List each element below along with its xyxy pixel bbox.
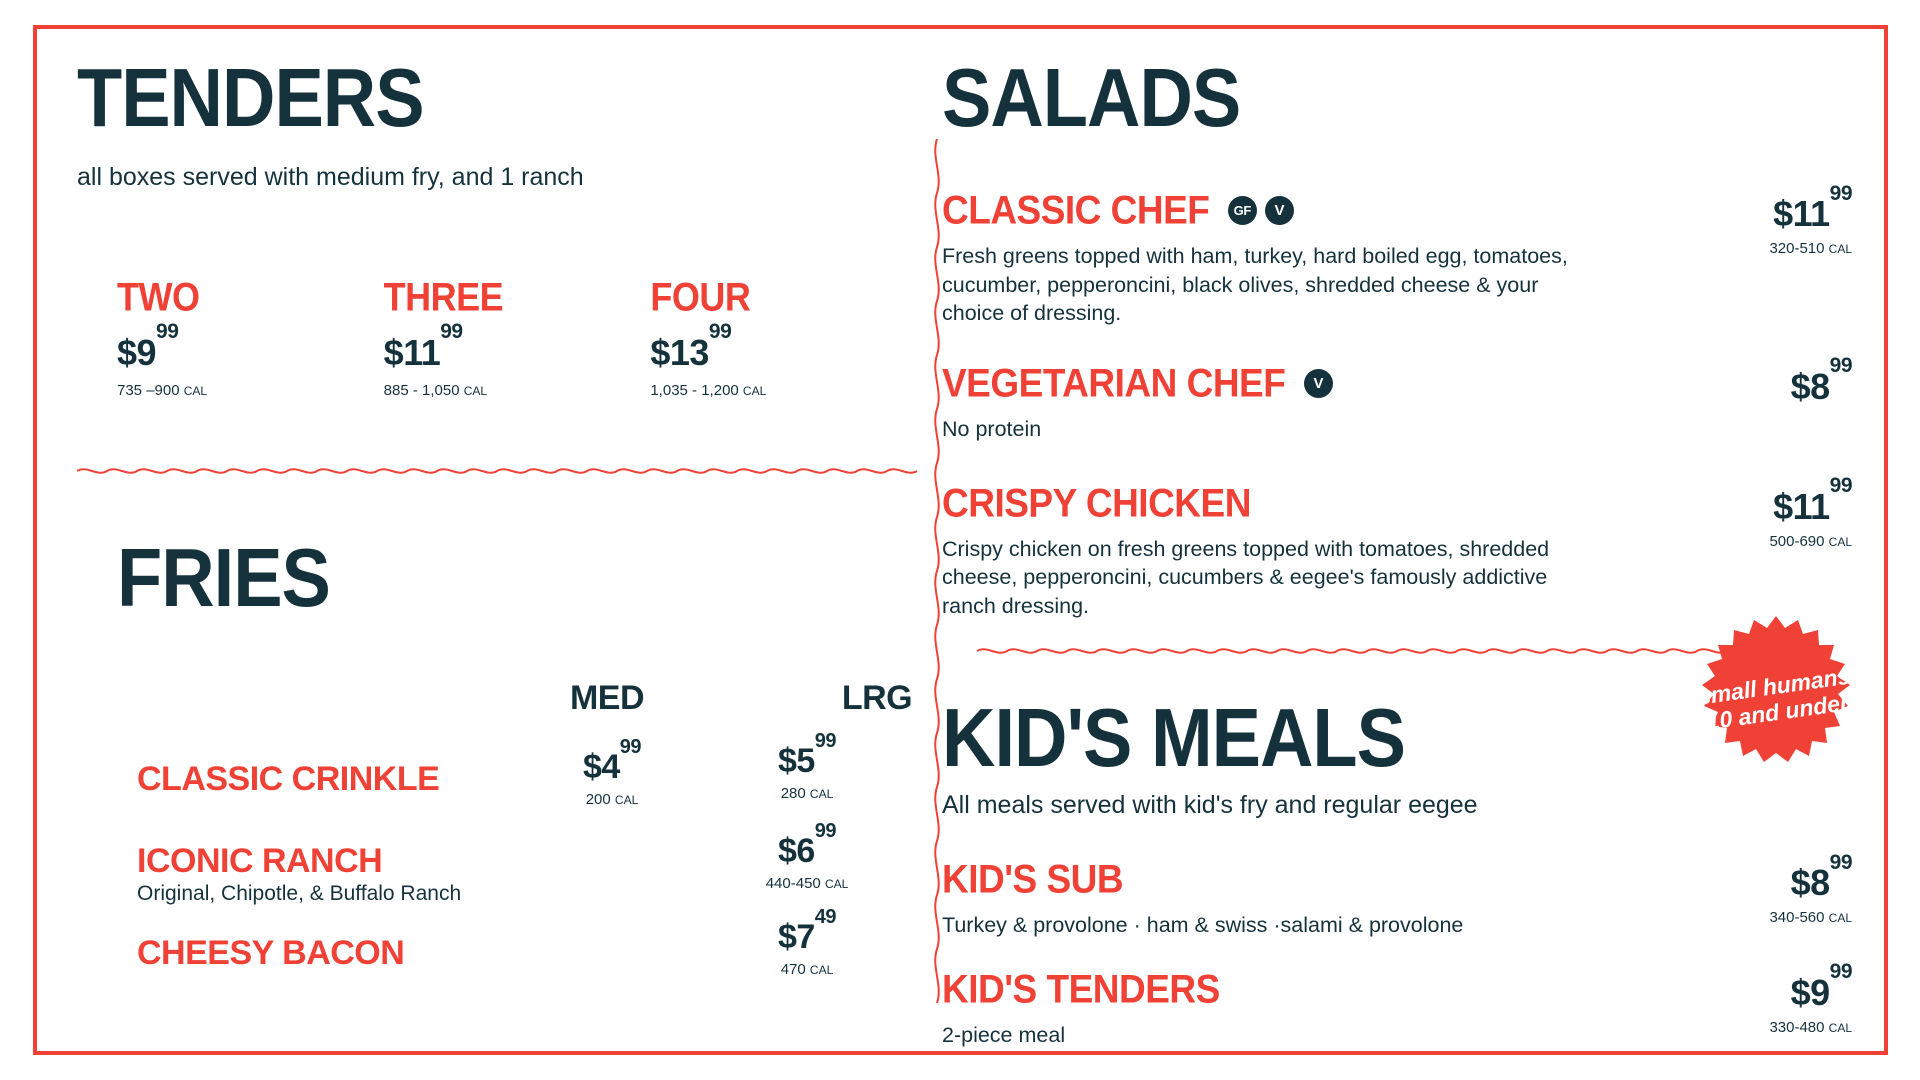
fries-items	[117, 729, 937, 1000]
tenders-option-four[interactable]	[650, 274, 917, 399]
kids-item-name: KID'S SUB	[942, 856, 1124, 902]
fries-section	[117, 531, 937, 978]
fries-item-price-lrg: $\$7^{49}$ 470 CAL	[777, 905, 837, 978]
left-column	[77, 51, 922, 1019]
gluten-free-icon: GF	[1228, 196, 1257, 225]
salad-item-badges	[1304, 369, 1333, 398]
salad-item-price: $\$8^{99}$	[1790, 354, 1852, 408]
tenders-options	[117, 274, 917, 399]
tenders-option-three[interactable]	[384, 274, 651, 399]
kids-item-price: $\$8^{99}$ 340-560 CAL	[1769, 850, 1852, 927]
fries-item[interactable]	[117, 819, 937, 918]
tenders-option-name: THREE	[383, 274, 504, 320]
small-humans-badge-text: small humans 10 and under	[1696, 662, 1852, 735]
salad-item-name: VEGETARIAN CHEF	[942, 360, 1286, 405]
salad-item-price: $\$11^{99}$ 500-690 CAL	[1769, 474, 1852, 550]
tenders-option-calories: 885 - 1,050 CAL	[383, 382, 488, 399]
fries-column-lrg: LRG	[841, 679, 913, 717]
kids-subtitle: All meals served with kid's fry and regular eegee	[942, 791, 1478, 820]
kids-items	[942, 850, 1852, 1049]
fries-section-title: FRIES	[117, 531, 330, 625]
salads-section-title: SALADS	[942, 51, 1241, 145]
fries-size-headers	[547, 679, 937, 718]
tenders-option-calories: 1,035 - 1,200 CAL	[650, 382, 767, 399]
menu-board	[33, 25, 1888, 1055]
salad-item-crispy-chicken[interactable]	[942, 474, 1852, 621]
tenders-option-name: FOUR	[650, 274, 751, 320]
tenders-option-calories: 735 –900 CAL	[117, 382, 208, 399]
kids-section-title: KID'S MEALS	[942, 691, 1405, 785]
vegetarian-icon: V	[1304, 369, 1333, 398]
vegetarian-icon: V	[1265, 196, 1294, 225]
fries-item-price-lrg: $\$5^{99}$ 280 CAL	[777, 729, 837, 802]
salad-item-description: Fresh greens topped with ham, turkey, hard boiled egg, tomatoes, cucumber, pepperoncini, black olives, shredded cheese & your choice of dressing.	[942, 244, 1568, 326]
tenders-option-name: TWO	[117, 274, 200, 320]
kids-item-name: KID'S TENDERS	[942, 966, 1220, 1011]
salad-item-description: Crispy chicken on fresh greens topped with tomatoes, shredded cheese, pepperoncini, cucumbers & eegee's famously addictive ranch dressing.	[942, 536, 1550, 618]
tenders-subtitle: all boxes served with medium fry, and 1 ranch	[77, 163, 584, 192]
salad-item-name: CRISPY CHICKEN	[942, 480, 1251, 525]
tenders-option-two[interactable]	[117, 274, 384, 399]
fries-item-price-med: $\$4^{99}$ 200 CAL	[582, 735, 642, 808]
salad-item-vegetarian-chef[interactable]	[942, 354, 1852, 444]
salad-item-price: $\$11^{99}$ 320-510 CAL	[1769, 181, 1852, 258]
salad-item-description: No protein	[942, 417, 1042, 442]
kids-item-description: Turkey & provolone · ham & swiss ·salami & provolone	[942, 913, 1464, 938]
kids-item-description: 2-piece meal	[942, 1022, 1066, 1047]
tenders-option-price: $\$13^{99}$	[650, 320, 732, 373]
fries-item-description: Original, Chipotle, & Buffalo Ranch	[137, 882, 462, 905]
tenders-section-title: TENDERS	[77, 51, 424, 145]
fries-item[interactable]	[117, 729, 937, 836]
kids-item-sub[interactable]	[942, 850, 1852, 940]
tenders-option-price: $\$9^{99}$	[117, 320, 179, 373]
fries-column-med: MED	[569, 679, 645, 717]
right-column	[942, 51, 1852, 1047]
kids-item-price: $\$9^{99}$ 330-480 CAL	[1769, 960, 1852, 1036]
tenders-option-price: $\$11^{99}$	[383, 320, 463, 373]
salad-item-name: CLASSIC CHEF	[942, 187, 1210, 233]
fries-item-name: CLASSIC CRINKLE	[137, 760, 440, 798]
salad-item-badges	[1228, 196, 1294, 225]
salad-item-classic-chef[interactable]	[942, 181, 1852, 328]
kids-item-tenders[interactable]	[942, 960, 1852, 1050]
fries-item-name: ICONIC RANCH	[137, 842, 383, 880]
fries-item-name: CHEESY BACON	[137, 934, 405, 972]
salads-items	[942, 181, 1852, 620]
fries-item-price-lrg: $\$6^{99}$ 440-450 CAL	[765, 819, 849, 892]
fries-item[interactable]	[117, 905, 937, 1000]
